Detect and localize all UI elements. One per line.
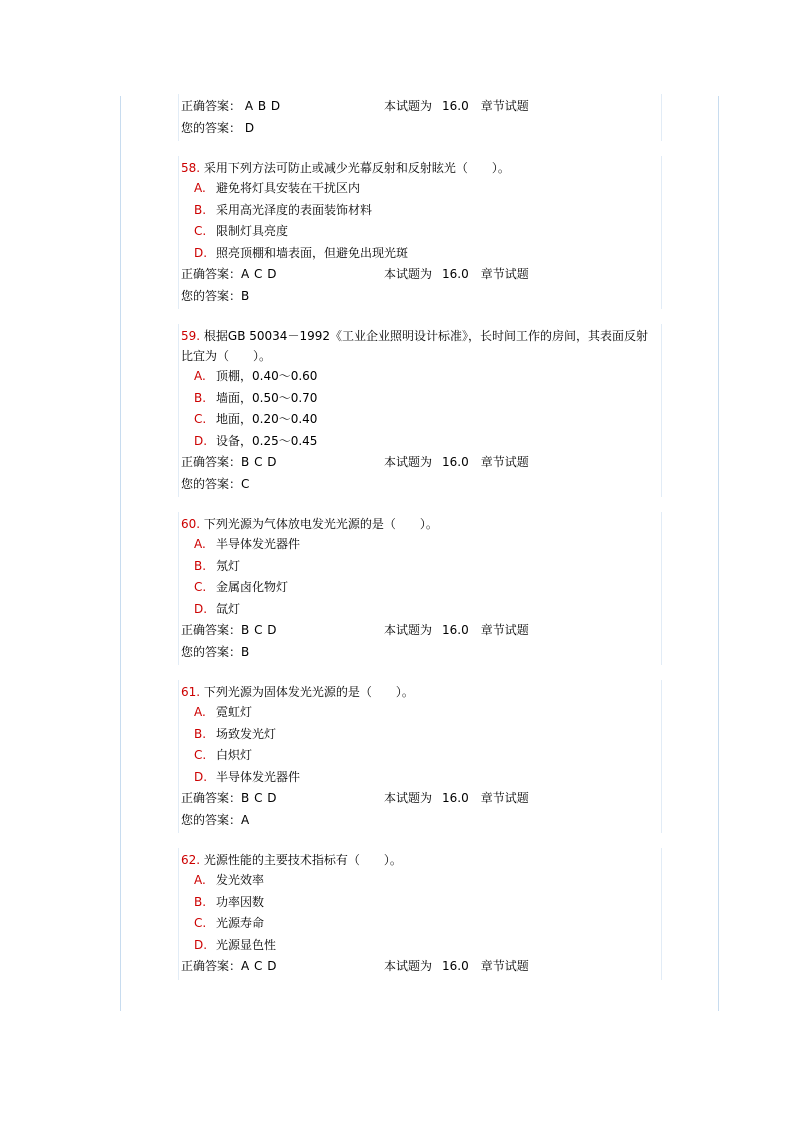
score-value: 16.0: [442, 455, 469, 469]
option-text: 发光效率: [216, 873, 265, 887]
correct-answer-row: [181, 264, 659, 286]
correct-answer-row: [181, 620, 659, 642]
option-row: [181, 556, 659, 578]
option-text: 避免将灯具安装在干扰区内: [216, 181, 361, 195]
option-row: [181, 870, 659, 892]
your-answer-value: B: [241, 644, 250, 659]
your-answer-row: [181, 118, 659, 140]
option-label: C.: [194, 748, 207, 762]
correct-answer-value: A C D: [241, 959, 277, 973]
question-block: [181, 850, 659, 978]
question-number: 62.: [181, 853, 201, 867]
your-answer-label: 您的答案：: [181, 288, 242, 303]
score-value: 16.0: [442, 267, 469, 281]
question-number: 60.: [181, 517, 201, 531]
question-text-row: [181, 682, 659, 702]
page-border-left: [120, 96, 121, 1011]
score-value: 16.0: [442, 791, 469, 805]
option-row: [181, 892, 659, 914]
your-answer-value: B: [241, 288, 250, 303]
question-block: [181, 158, 659, 307]
option-row: [181, 724, 659, 746]
option-text: 氙灯: [216, 601, 241, 616]
chapter-label: 章节试题: [480, 455, 529, 469]
option-label: B.: [194, 202, 207, 217]
option-label: D.: [194, 601, 208, 616]
correct-answer-label: 正确答案：: [181, 623, 242, 637]
option-label: C.: [194, 412, 207, 426]
question-text: 根据GB 50034－1992《工业企业照明设计标准》，长时间工作的房间，其表面反射比宜为（ ）。: [181, 329, 648, 363]
option-label: D.: [194, 769, 208, 784]
option-row: [181, 388, 659, 410]
correct-answer-value: B C D: [241, 623, 277, 637]
option-row: [181, 178, 659, 200]
option-text: 地面，0.20～0.40: [216, 412, 318, 426]
option-label: D.: [194, 433, 208, 448]
option-text: 照亮顶棚和墙表面，但避免出现光斑: [216, 245, 409, 260]
question-text-row: [181, 850, 659, 870]
option-text: 白炽灯: [216, 748, 253, 762]
option-label: C.: [194, 224, 207, 238]
score-label: 本试题为: [384, 99, 433, 113]
option-row: [181, 409, 659, 431]
option-text: 氖灯: [216, 558, 241, 573]
option-row: [181, 243, 659, 265]
question-text-row: [181, 514, 659, 534]
option-row: [181, 599, 659, 621]
question-block: [181, 326, 659, 495]
page-border-right: [718, 96, 719, 1011]
chapter-label: 章节试题: [480, 99, 529, 113]
option-text: 半导体发光器件: [216, 537, 301, 551]
your-answer-label: 您的答案：: [181, 644, 242, 659]
option-text: 墙面，0.50～0.70: [216, 390, 318, 405]
option-label: B.: [194, 390, 207, 405]
option-row: [181, 200, 659, 222]
score-label: 本试题为: [384, 623, 433, 637]
score-info: [384, 96, 529, 118]
your-answer-label: 您的答案：: [181, 120, 242, 135]
question-list: [181, 96, 659, 997]
option-label: A.: [194, 537, 206, 551]
question-text-row: [181, 158, 659, 178]
option-row: [181, 913, 659, 935]
option-label: C.: [194, 580, 207, 594]
option-label: D.: [194, 937, 208, 952]
correct-answer-label: 正确答案：: [181, 267, 242, 281]
option-row: [181, 431, 659, 453]
score-info: [384, 956, 529, 978]
option-text: 半导体发光器件: [216, 769, 301, 784]
option-label: D.: [194, 245, 208, 260]
option-text: 光源寿命: [216, 916, 265, 930]
question-number: 58.: [181, 161, 201, 175]
answer-block-previous: [181, 96, 659, 139]
question-text: 下列光源为气体放电发光光源的是（ ）。: [203, 517, 438, 531]
option-label: A.: [194, 369, 206, 383]
score-label: 本试题为: [384, 267, 433, 281]
option-row: [181, 577, 659, 599]
option-row: [181, 366, 659, 388]
score-label: 本试题为: [384, 959, 433, 973]
chapter-label: 章节试题: [480, 623, 529, 637]
option-text: 设备，0.25～0.45: [216, 433, 318, 448]
option-row: [181, 935, 659, 957]
option-text: 功率因数: [216, 894, 265, 909]
your-answer-value: D: [244, 120, 255, 135]
questions-container: [181, 158, 659, 978]
option-label: B.: [194, 558, 207, 573]
your-answer-label: 您的答案：: [181, 476, 242, 491]
option-text: 采用高光泽度的表面装饰材料: [216, 202, 373, 217]
option-text: 限制灯具亮度: [216, 224, 289, 238]
option-label: A.: [194, 181, 206, 195]
option-row: [181, 745, 659, 767]
question-text-row: [181, 326, 659, 366]
question-text: 光源性能的主要技术指标有（ ）。: [203, 853, 402, 867]
option-text: 金属卤化物灯: [216, 580, 289, 594]
question-text: 采用下列方法可防止或减少光幕反射和反射眩光（ ）。: [203, 161, 510, 175]
your-answer-row: [181, 810, 659, 832]
chapter-label: 章节试题: [480, 959, 529, 973]
option-label: C.: [194, 916, 207, 930]
correct-answer-label: 正确答案：: [181, 959, 242, 973]
question-block: [181, 682, 659, 831]
score-info: [384, 264, 529, 286]
option-row: [181, 702, 659, 724]
your-answer-row: [181, 474, 659, 496]
correct-answer-value: B C D: [241, 455, 277, 469]
correct-answer-row: [181, 788, 659, 810]
option-label: A.: [194, 705, 206, 719]
correct-answer-value: A C D: [241, 267, 277, 281]
your-answer-value: A: [241, 812, 250, 827]
question-number: 59.: [181, 329, 201, 343]
correct-answer-row: [181, 452, 659, 474]
your-answer-row: [181, 286, 659, 308]
option-text: 霓虹灯: [216, 705, 253, 719]
your-answer-value: C: [241, 476, 250, 491]
question-number: 61.: [181, 685, 201, 699]
chapter-label: 章节试题: [480, 791, 529, 805]
score-value: 16.0: [442, 623, 469, 637]
correct-answer-value: A B D: [244, 99, 281, 113]
your-answer-label: 您的答案：: [181, 812, 242, 827]
question-block: [181, 514, 659, 663]
correct-answer-label: 正确答案：: [181, 791, 242, 805]
question-text: 下列光源为固体发光光源的是（ ）。: [203, 685, 414, 699]
option-text: 光源显色性: [216, 937, 277, 952]
correct-answer-row: [181, 96, 659, 118]
correct-answer-label: 正确答案：: [181, 99, 242, 113]
your-answer-row: [181, 642, 659, 664]
score-value: 16.0: [442, 959, 469, 973]
score-label: 本试题为: [384, 791, 433, 805]
score-info: [384, 788, 529, 810]
option-label: B.: [194, 894, 207, 909]
correct-answer-value: B C D: [241, 791, 277, 805]
score-info: [384, 620, 529, 642]
option-text: 场致发光灯: [216, 726, 277, 741]
option-label: B.: [194, 726, 207, 741]
correct-answer-row: [181, 956, 659, 978]
score-info: [384, 452, 529, 474]
option-text: 顶棚，0.40～0.60: [216, 369, 318, 383]
option-row: [181, 221, 659, 243]
correct-answer-label: 正确答案：: [181, 455, 242, 469]
score-value: 16.0: [442, 99, 469, 113]
option-row: [181, 534, 659, 556]
chapter-label: 章节试题: [480, 267, 529, 281]
option-row: [181, 767, 659, 789]
score-label: 本试题为: [384, 455, 433, 469]
option-label: A.: [194, 873, 206, 887]
